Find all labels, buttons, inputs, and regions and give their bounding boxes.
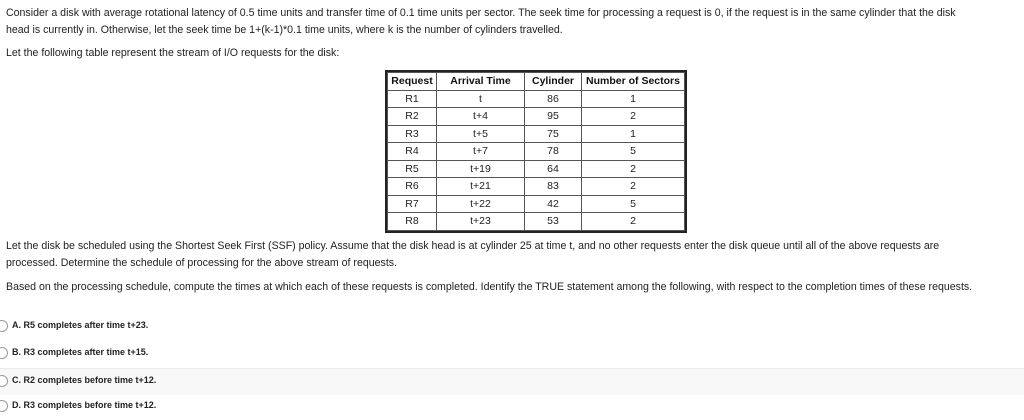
cell-sectors: 2 [582, 213, 685, 231]
answer-option-label[interactable]: A. R5 completes after time t+23. [12, 320, 149, 330]
radio-button-icon[interactable] [0, 320, 8, 332]
cell-arrival-time: t+22 [437, 195, 525, 213]
policy-line-1: Let the disk be scheduled using the Shortest Seek First (SSF) policy. Assume that the disk head is at cylinder 25 at time t, and no other requests enter the disk queue until all of the above requests are [6, 240, 940, 252]
cell-cylinder: 95 [525, 108, 582, 126]
radio-button-icon[interactable] [0, 375, 8, 387]
cell-request: R6 [388, 178, 437, 196]
cell-request: R1 [388, 90, 437, 108]
header-number-of-sectors: Number of Sectors [582, 73, 685, 91]
cell-sectors: 1 [582, 90, 685, 108]
cell-request: R4 [388, 143, 437, 161]
cell-arrival-time: t [437, 90, 525, 108]
cell-sectors: 5 [582, 195, 685, 213]
policy-line-2: processed. Determine the schedule of processing for the above stream of requests. [6, 257, 398, 269]
table-row [388, 143, 685, 161]
answer-option-c[interactable] [0, 368, 1024, 395]
cell-arrival-time: t+5 [437, 125, 525, 143]
table-intro: Let the following table represent the stream of I/O requests for the disk: [6, 47, 340, 59]
answer-option-a[interactable] [0, 314, 1024, 340]
cell-sectors: 2 [582, 108, 685, 126]
cell-cylinder: 78 [525, 143, 582, 161]
cell-arrival-time: t+23 [437, 213, 525, 231]
table-row [388, 178, 685, 196]
table-header-row [388, 73, 685, 91]
answer-option-label[interactable]: B. R3 completes after time t+15. [12, 347, 149, 357]
table-row [388, 213, 685, 231]
table-row [388, 90, 685, 108]
table-row [388, 125, 685, 143]
cell-request: R3 [388, 125, 437, 143]
cell-cylinder: 75 [525, 125, 582, 143]
cell-arrival-time: t+7 [437, 143, 525, 161]
cell-request: R7 [388, 195, 437, 213]
question-intro [6, 5, 956, 39]
cell-arrival-time: t+4 [437, 108, 525, 126]
radio-button-icon[interactable] [0, 400, 8, 412]
cell-cylinder: 42 [525, 195, 582, 213]
header-arrival-time: Arrival Time [437, 73, 525, 91]
radio-button-icon[interactable] [0, 347, 8, 359]
cell-sectors: 2 [582, 160, 685, 178]
cell-cylinder: 53 [525, 213, 582, 231]
answer-option-label[interactable]: C. R2 completes before time t+12. [12, 375, 157, 385]
policy-description [6, 238, 939, 272]
cell-sectors: 5 [582, 143, 685, 161]
requests-table [387, 72, 685, 231]
table-row [388, 160, 685, 178]
answer-option-b[interactable] [0, 341, 1024, 367]
task-description: Based on the processing schedule, compute the times at which each of these requests is completed. Identify the TRUE statement among the following, with respect to the completion times of these requests. [6, 281, 973, 293]
answer-option-label[interactable]: D. R3 completes before time t+12. [12, 400, 157, 410]
cell-request: R8 [388, 213, 437, 231]
requests-table-container [385, 70, 687, 233]
header-cylinder: Cylinder [525, 73, 582, 91]
cell-sectors: 2 [582, 178, 685, 196]
table-row [388, 108, 685, 126]
cell-cylinder: 83 [525, 178, 582, 196]
cell-sectors: 1 [582, 125, 685, 143]
intro-line-1: Consider a disk with average rotational latency of 0.5 time units and transfer time of 0.1 time units per sector. The seek time for processing a request is 0, if the request is in the same cylinder that the disk [6, 7, 956, 19]
cell-cylinder: 86 [525, 90, 582, 108]
table-row [388, 195, 685, 213]
header-request: Request [388, 73, 437, 91]
cell-cylinder: 64 [525, 160, 582, 178]
cell-request: R5 [388, 160, 437, 178]
cell-request: R2 [388, 108, 437, 126]
answer-option-d[interactable] [0, 394, 1024, 420]
cell-arrival-time: t+21 [437, 178, 525, 196]
cell-arrival-time: t+19 [437, 160, 525, 178]
intro-line-2: head is currently in. Otherwise, let the seek time be 1+(k-1)*0.1 time units, where k is the number of cylinders travelled. [6, 24, 563, 36]
